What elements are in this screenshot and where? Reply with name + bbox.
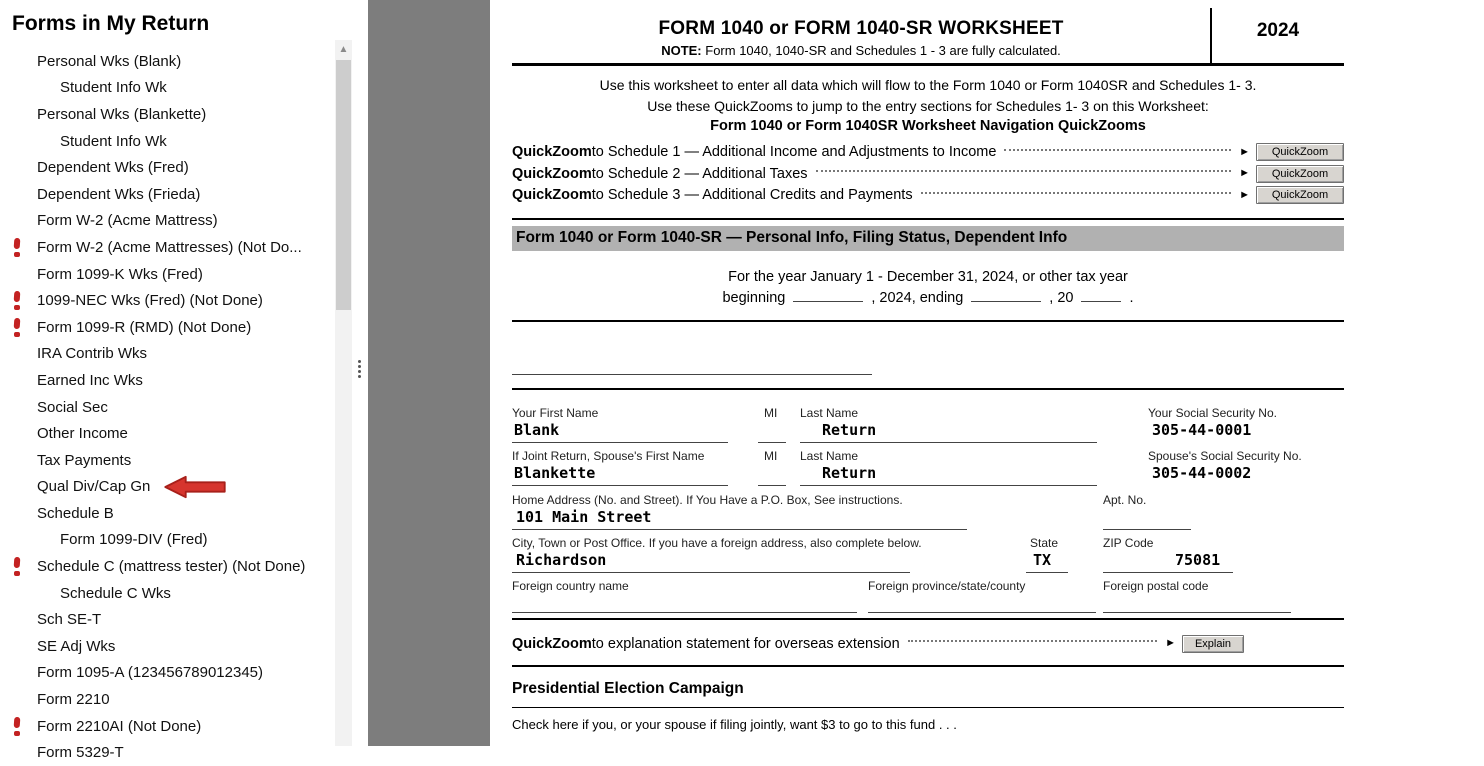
tax-year-end-label: , 20 bbox=[1049, 290, 1074, 306]
quickzoom-schedule3-button[interactable]: QuickZoom bbox=[1256, 186, 1344, 204]
home-address-field[interactable]: 101 Main Street bbox=[516, 508, 652, 526]
quickzoom-text: to Schedule 3 — Additional Credits and Payments bbox=[591, 187, 913, 204]
forms-list-item[interactable] bbox=[0, 580, 335, 607]
forms-list-item[interactable] bbox=[0, 48, 335, 75]
icon-spacer bbox=[0, 184, 37, 205]
error-icon bbox=[0, 716, 37, 737]
forms-item-label: Schedule B bbox=[37, 504, 114, 522]
quickzoom-keyword: QuickZoom bbox=[512, 635, 592, 652]
home-address-underline[interactable] bbox=[512, 529, 967, 530]
forms-item-label: Earned Inc Wks bbox=[37, 371, 143, 389]
forms-list-item[interactable] bbox=[0, 686, 335, 713]
forms-sidebar bbox=[0, 0, 335, 762]
icon-spacer bbox=[0, 450, 37, 471]
forms-item-label: Form W-2 (Acme Mattresses) (Not Do... bbox=[37, 238, 302, 256]
forms-list-item[interactable] bbox=[0, 660, 335, 687]
icon-spacer bbox=[0, 210, 37, 231]
arrow-right-icon: ► bbox=[1239, 145, 1250, 158]
last-name-label: Last Name bbox=[800, 406, 859, 420]
ssn-field[interactable]: 305-44-0001 bbox=[1152, 421, 1252, 439]
explain-button[interactable]: Explain bbox=[1182, 635, 1244, 653]
icon-spacer bbox=[0, 742, 37, 763]
icon-spacer bbox=[0, 662, 37, 683]
tax-year-line-2 bbox=[512, 288, 1344, 306]
blank-entry-area bbox=[512, 322, 1344, 388]
foreign-country-label: Foreign country name bbox=[512, 579, 629, 593]
forms-item-label: Dependent Wks (Fred) bbox=[37, 159, 189, 177]
form-margin-gutter bbox=[368, 0, 490, 746]
forms-list-item[interactable] bbox=[0, 234, 335, 261]
dotted-leader bbox=[921, 192, 1232, 194]
quickzoom-text: to Schedule 2 — Additional Taxes bbox=[591, 165, 808, 182]
city-field[interactable]: Richardson bbox=[516, 551, 607, 569]
sidebar-scrollbar[interactable] bbox=[335, 40, 352, 746]
quickzoom-row-schedule3 bbox=[512, 185, 1344, 207]
forms-list-item[interactable] bbox=[0, 394, 335, 421]
forms-item-label: Qual Div/Cap Gn bbox=[37, 478, 151, 496]
personal-info-grid bbox=[512, 390, 1344, 618]
clipped-bottom-text: Check here if you, or your spouse if filing jointly, want $3 to go to this fund . . . bbox=[512, 716, 957, 732]
forms-item-label: Form 1099-R (RMD) (Not Done) bbox=[37, 318, 252, 336]
spouse-mi-underline[interactable] bbox=[758, 485, 786, 486]
mi-underline[interactable] bbox=[758, 442, 786, 443]
foreign-province-underline[interactable] bbox=[868, 612, 1096, 613]
icon-spacer bbox=[0, 343, 37, 364]
forms-item-label: Other Income bbox=[37, 425, 128, 443]
forms-list-item[interactable] bbox=[0, 606, 335, 633]
red-arrow-annotation-icon bbox=[160, 474, 230, 500]
form-note-label: NOTE: bbox=[661, 43, 702, 58]
dotted-leader bbox=[816, 170, 1232, 172]
home-address-label: Home Address (No. and Street). If You Have a P.O. Box, See instructions. bbox=[512, 493, 903, 507]
forms-item-label: Form 1099-DIV (Fred) bbox=[60, 531, 208, 549]
forms-item-label: Form 5329-T bbox=[37, 744, 124, 762]
tax-year-badge: 2024 bbox=[1210, 8, 1344, 63]
forms-item-label: 1099-NEC Wks (Fred) (Not Done) bbox=[37, 292, 263, 310]
dotted-leader bbox=[1004, 149, 1231, 151]
quickzoom-section bbox=[512, 142, 1344, 207]
tax-year-statement bbox=[512, 269, 1344, 306]
forms-item-label: Sch SE-T bbox=[37, 611, 102, 629]
icon-spacer bbox=[0, 609, 37, 630]
quickzoom-keyword: QuickZoom bbox=[512, 144, 592, 161]
forms-list-item[interactable] bbox=[0, 553, 335, 580]
forms-list-item[interactable] bbox=[0, 75, 335, 102]
section-header-personal-info: Form 1040 or Form 1040-SR — Personal Info, Filing Status, Dependent Info bbox=[512, 226, 1344, 251]
icon-spacer bbox=[0, 77, 37, 98]
forms-item-label: Personal Wks (Blank) bbox=[37, 52, 182, 70]
quickzoom-keyword: QuickZoom bbox=[512, 165, 592, 182]
divider bbox=[512, 665, 1344, 667]
form-title: FORM 1040 or FORM 1040-SR WORKSHEET bbox=[658, 18, 1064, 39]
zip-label: ZIP Code bbox=[1103, 536, 1154, 550]
tax-year-line-1: For the year January 1 - December 31, 2024, or other tax year bbox=[728, 269, 1128, 285]
forms-list-item[interactable] bbox=[0, 713, 335, 740]
city-underline[interactable] bbox=[512, 572, 910, 573]
forms-list-item[interactable] bbox=[0, 633, 335, 660]
icon-spacer bbox=[0, 104, 37, 125]
foreign-postal-label: Foreign postal code bbox=[1103, 579, 1209, 593]
icon-spacer bbox=[0, 131, 37, 152]
icon-spacer bbox=[0, 636, 37, 657]
sidebar-title: Forms in My Return bbox=[12, 12, 210, 35]
ending-date-field[interactable] bbox=[971, 288, 1041, 302]
last-name-field[interactable]: Return bbox=[822, 421, 877, 439]
first-name-field[interactable]: Blank bbox=[514, 421, 560, 439]
forms-item-label: Tax Payments bbox=[37, 451, 132, 469]
form-viewer bbox=[490, 0, 1484, 746]
intro-line-1: Use this worksheet to enter all data which will flow to the Form 1040 or Form 1040SR and Schedules 1- 3. bbox=[599, 77, 1257, 93]
intro-line-3: Form 1040 or Form 1040SR Worksheet Navigation QuickZooms bbox=[710, 118, 1146, 134]
quickzoom-keyword: QuickZoom bbox=[512, 187, 592, 204]
forms-item-label: Personal Wks (Blankette) bbox=[37, 105, 207, 123]
forms-list-item[interactable] bbox=[0, 314, 335, 341]
spouse-first-name-underline[interactable] bbox=[512, 485, 728, 486]
blank-entry-field[interactable] bbox=[512, 374, 872, 375]
icon-spacer bbox=[0, 423, 37, 444]
tax-year-mid-label: , 2024, ending bbox=[871, 290, 964, 306]
state-field[interactable]: TX bbox=[1033, 551, 1052, 569]
form-header bbox=[512, 8, 1344, 66]
forms-list-item[interactable] bbox=[0, 181, 335, 208]
icon-spacer bbox=[0, 583, 37, 604]
spouse-ssn-field[interactable]: 305-44-0002 bbox=[1152, 464, 1252, 482]
form-note bbox=[512, 43, 1210, 58]
zip-field[interactable]: 75081 bbox=[1175, 551, 1221, 569]
scroll-up-icon[interactable]: ▲ bbox=[338, 44, 349, 55]
arrow-right-icon: ► bbox=[1239, 188, 1250, 201]
forms-item-label: Student Info Wk bbox=[60, 79, 167, 97]
forms-list-item[interactable] bbox=[0, 154, 335, 181]
apt-no-label: Apt. No. bbox=[1103, 493, 1147, 507]
divider bbox=[512, 707, 1344, 708]
foreign-postal-underline[interactable] bbox=[1103, 612, 1291, 613]
divider bbox=[512, 618, 1344, 620]
forms-item-label: Schedule C Wks bbox=[60, 584, 171, 602]
zip-underline[interactable] bbox=[1103, 572, 1233, 573]
quickzoom-text: to explanation statement for overseas extension bbox=[591, 635, 900, 652]
forms-item-label: Student Info Wk bbox=[60, 132, 167, 150]
spouse-first-name-field[interactable]: Blankette bbox=[514, 464, 596, 482]
form-header-main bbox=[512, 8, 1210, 63]
mi-label: MI bbox=[764, 406, 778, 420]
tax-year-beginning-label: beginning bbox=[722, 290, 786, 306]
tax-year-period: . bbox=[1129, 290, 1134, 306]
forms-list bbox=[0, 46, 335, 766]
forms-item-label: Social Sec bbox=[37, 398, 108, 416]
first-name-underline[interactable] bbox=[512, 442, 728, 443]
icon-spacer bbox=[0, 503, 37, 524]
forms-item-label: Form 2210 bbox=[37, 691, 110, 709]
forms-item-label: IRA Contrib Wks bbox=[37, 345, 148, 363]
forms-list-item[interactable] bbox=[0, 128, 335, 155]
error-icon bbox=[0, 317, 37, 338]
forms-list-item[interactable] bbox=[0, 527, 335, 554]
apt-no-underline[interactable] bbox=[1103, 529, 1191, 530]
panel-splitter[interactable] bbox=[352, 0, 368, 746]
arrow-right-icon: ► bbox=[1239, 167, 1250, 180]
icon-spacer bbox=[0, 476, 37, 497]
spouse-last-name-field[interactable]: Return bbox=[822, 464, 877, 482]
icon-spacer bbox=[0, 689, 37, 710]
splitter-grip-icon[interactable] bbox=[358, 360, 361, 363]
forms-list-item[interactable] bbox=[0, 420, 335, 447]
forms-item-label: Form W-2 (Acme Mattress) bbox=[37, 212, 218, 230]
divider bbox=[512, 218, 1344, 220]
forms-item-label: Form 1095-A (123456789012345) bbox=[37, 664, 263, 682]
icon-spacer bbox=[0, 51, 37, 72]
icon-spacer bbox=[0, 157, 37, 178]
first-name-label: Your First Name bbox=[512, 406, 599, 420]
foreign-province-label: Foreign province/state/county bbox=[868, 579, 1026, 593]
dotted-leader bbox=[908, 640, 1157, 642]
icon-spacer bbox=[0, 264, 37, 285]
quickzoom-row-schedule2 bbox=[512, 163, 1344, 185]
arrow-right-icon: ► bbox=[1165, 637, 1176, 650]
forms-list-item[interactable] bbox=[0, 500, 335, 527]
state-underline[interactable] bbox=[1026, 572, 1068, 573]
beginning-date-field[interactable] bbox=[793, 288, 863, 302]
spouse-first-name-label: If Joint Return, Spouse's First Name bbox=[512, 449, 705, 463]
ending-year-field[interactable] bbox=[1081, 288, 1121, 302]
scrollbar-thumb[interactable] bbox=[336, 60, 351, 310]
error-icon bbox=[0, 237, 37, 258]
spouse-mi-label: MI bbox=[764, 449, 778, 463]
forms-list-item[interactable] bbox=[0, 261, 335, 288]
state-label: State bbox=[1030, 536, 1059, 550]
forms-list-item[interactable] bbox=[0, 739, 335, 766]
intro-line-2: Use these QuickZooms to jump to the entry sections for Schedules 1- 3 on this Worksheet: bbox=[647, 97, 1209, 114]
last-name-underline[interactable] bbox=[800, 442, 1097, 443]
forms-list-item[interactable] bbox=[0, 474, 335, 501]
icon-spacer bbox=[0, 397, 37, 418]
icon-spacer bbox=[0, 370, 37, 391]
foreign-country-underline[interactable] bbox=[512, 612, 857, 613]
forms-list-item[interactable] bbox=[0, 287, 335, 314]
forms-item-label: Dependent Wks (Frieda) bbox=[37, 185, 201, 203]
quickzoom-schedule1-button[interactable]: QuickZoom bbox=[1256, 143, 1344, 161]
quickzoom-row-schedule1 bbox=[512, 142, 1344, 164]
forms-list-item[interactable] bbox=[0, 367, 335, 394]
forms-list-item[interactable] bbox=[0, 208, 335, 235]
forms-item-label: SE Adj Wks bbox=[37, 637, 116, 655]
spouse-ssn-label: Spouse's Social Security No. bbox=[1148, 449, 1302, 463]
city-label: City, Town or Post Office. If you have a foreign address, also complete below. bbox=[512, 536, 922, 550]
worksheet-intro bbox=[512, 75, 1344, 137]
quickzoom-row-explain bbox=[512, 633, 1344, 655]
quickzoom-text: to Schedule 1 — Additional Income and Adjustments to Income bbox=[591, 144, 997, 161]
section-header-presidential-election: Presidential Election Campaign bbox=[512, 679, 744, 697]
error-icon bbox=[0, 556, 37, 577]
forms-list-item[interactable] bbox=[0, 447, 335, 474]
spouse-last-name-underline[interactable] bbox=[800, 485, 1097, 486]
forms-item-label: Schedule C (mattress tester) (Not Done) bbox=[37, 558, 306, 576]
icon-spacer bbox=[0, 529, 37, 550]
form-note-text: Form 1040, 1040-SR and Schedules 1 - 3 are fully calculated. bbox=[701, 43, 1061, 58]
spouse-last-name-label: Last Name bbox=[800, 449, 859, 463]
ssn-label: Your Social Security No. bbox=[1148, 406, 1277, 420]
quickzoom-schedule2-button[interactable]: QuickZoom bbox=[1256, 165, 1344, 183]
forms-item-label: Form 2210AI (Not Done) bbox=[37, 717, 202, 735]
forms-list-item[interactable] bbox=[0, 101, 335, 128]
forms-item-label: Form 1099-K Wks (Fred) bbox=[37, 265, 203, 283]
error-icon bbox=[0, 290, 37, 311]
forms-list-item[interactable] bbox=[0, 341, 335, 368]
